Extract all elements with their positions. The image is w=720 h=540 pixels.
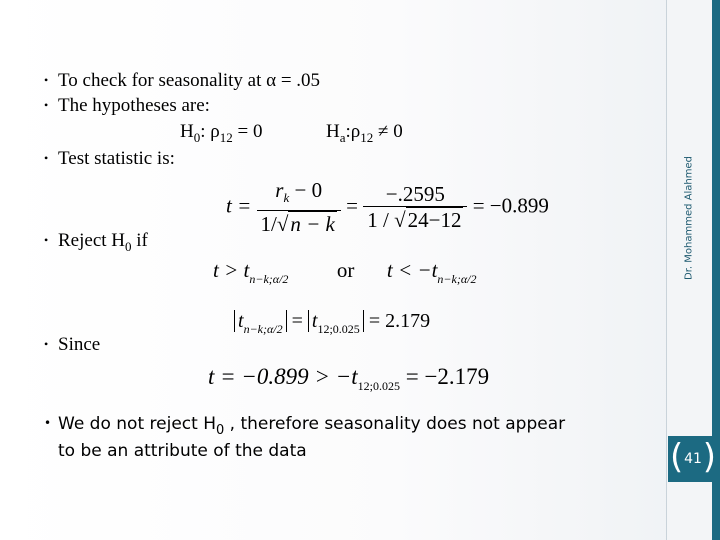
bullet-hypotheses: • The hypotheses are:	[44, 95, 210, 116]
bullet-dot: •	[44, 151, 49, 165]
bullet-since: • Since	[44, 334, 101, 355]
rejection-region-formula: $t > t_{n-k;\alpha/2}$ or $t < -t_{n-k;\alpha/2}$	[213, 258, 477, 286]
fraction-general: $\frac{r_k - 0}{1/√n - k}$	[257, 178, 341, 237]
critical-value-formula: $t_{n-k;\alpha/2} = t_{12;0.025} = 2.179$	[234, 310, 430, 337]
bullet-conclusion: • We do not reject $H_0$ , therefore seasonality does not appear to be an attribute of the data	[44, 414, 566, 461]
left-bracket-icon: (	[670, 437, 684, 477]
page-number: 41	[684, 451, 702, 467]
page-number-badge	[668, 436, 718, 482]
test-statistic-formula: t = $\frac{r_k - 0}{1/√n - k}$ = $\frac{-.2595}{1 / √24-12}$ = −0.899	[226, 178, 549, 236]
null-hypothesis: $H_0$: $\rho_{12} = 0$	[180, 121, 263, 145]
bullet-reject-rule: • Reject $H_0$ if	[44, 230, 148, 254]
alternative-hypothesis: $H_a:\rho_{12} \ne 0$	[326, 121, 403, 145]
bullet-dot: •	[44, 98, 49, 112]
right-bracket-icon: )	[702, 437, 716, 477]
fraction-numeric: $\frac{-.2595}{1 / √24-12}$	[363, 182, 467, 233]
bullet-dot: •	[44, 73, 49, 87]
bullet-test-statistic: • Test statistic is:	[44, 148, 175, 169]
comparison-formula: $t = -0.899 > -t_{12;0.025} = -2.179$	[208, 364, 490, 393]
bullet-dot: •	[44, 416, 52, 430]
bullet-dot: •	[44, 337, 49, 351]
bullet-dot: •	[44, 233, 49, 247]
bullet-seasonality-check: • To check for seasonality at α = .05	[44, 70, 321, 91]
